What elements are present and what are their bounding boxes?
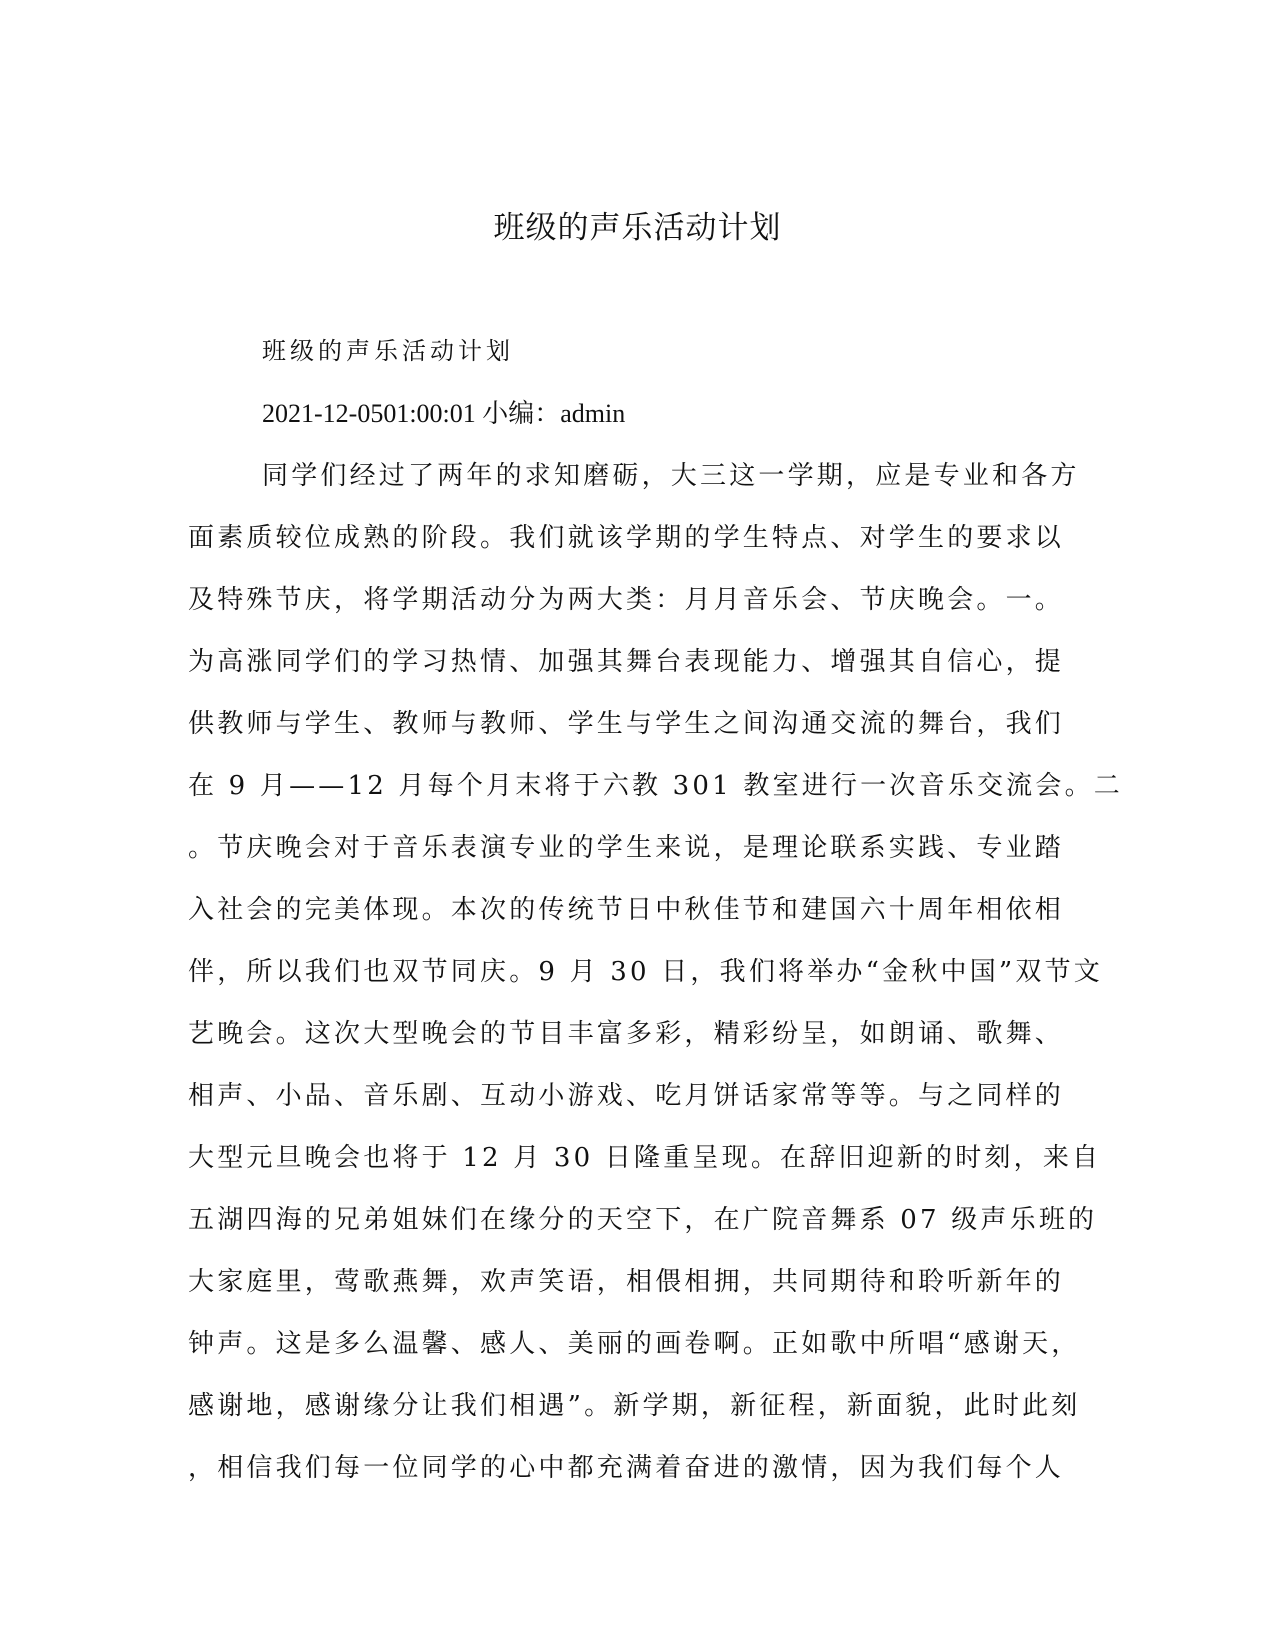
paragraph-line: 相声、小品、音乐剧、互动小游戏、吃月饼话家常等等。与之同样的 — [188, 1081, 1065, 1111]
paragraph-line: 大型元旦晚会也将于 12 月 30 日隆重呈现。在辞旧迎新的时刻，来自 — [188, 1143, 1102, 1173]
document-subtitle: 班级的声乐活动计划 — [262, 337, 514, 365]
paragraph-line: ，相信我们每一位同学的心中都充满着奋进的激情，因为我们每个人 — [188, 1453, 1065, 1483]
publish-meta: 2021-12-0501:00:01 小编：admin — [262, 399, 626, 428]
paragraph-line: 钟声。这是多么温馨、感人、美丽的画卷啊。正如歌中所唱“感谢天， — [188, 1329, 1081, 1359]
paragraph-line: 同学们经过了两年的求知磨砺，大三这一学期，应是专业和各方 — [262, 461, 1080, 491]
paragraph-line: 伴，所以我们也双节同庆。9 月 30 日，我们将举办“金秋中国”双节文 — [188, 957, 1104, 987]
paragraph-line: 为高涨同学们的学习热情、加强其舞台表现能力、增强其自信心，提 — [188, 647, 1065, 677]
body-text — [188, 454, 1123, 1508]
paragraph-line: 五湖四海的兄弟姐妹们在缘分的天空下，在广院音舞系 07 级声乐班的 — [188, 1205, 1098, 1235]
paragraph-line: 及特殊节庆，将学期活动分为两大类：月月音乐会、节庆晚会。一。 — [188, 585, 1065, 615]
paragraph-line: 感谢地，感谢缘分让我们相遇”。新学期，新征程，新面貌，此时此刻 — [188, 1391, 1081, 1421]
paragraph-line: 大家庭里，莺歌燕舞，欢声笑语，相偎相拥，共同期待和聆听新年的 — [188, 1267, 1065, 1297]
paragraph-line: 艺晚会。这次大型晚会的节目丰富多彩，精彩纷呈，如朗诵、歌舞、 — [188, 1019, 1065, 1049]
paragraph-line: 供教师与学生、教师与教师、学生与学生之间沟通交流的舞台，我们 — [188, 709, 1065, 739]
document-title: 班级的声乐活动计划 — [493, 210, 782, 246]
paragraph-line: 。节庆晚会对于音乐表演专业的学生来说，是理论联系实践、专业踏 — [188, 833, 1065, 863]
paragraph-line: 入社会的完美体现。本次的传统节日中秋佳节和建国六十周年相依相 — [188, 895, 1065, 925]
paragraph-line: 在 9 月——12 月每个月末将于六教 301 教室进行一次音乐交流会。二 — [188, 771, 1123, 801]
paragraph-line: 面素质较位成熟的阶段。我们就该学期的学生特点、对学生的要求以 — [188, 523, 1065, 553]
